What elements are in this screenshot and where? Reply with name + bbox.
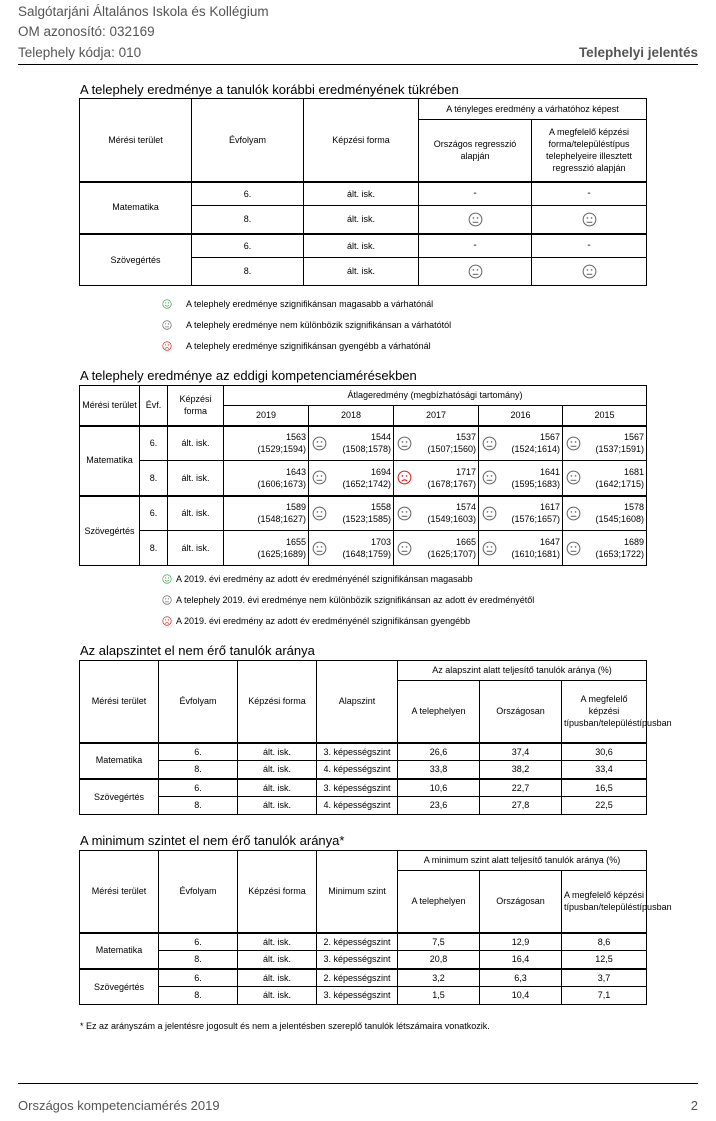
col-header-national: Országos regresszió alapján [419,120,532,182]
score-range: (1529;1594) [257,444,306,455]
score-range: (1576;1657) [511,514,560,525]
col-group-header: A minimum szint alatt teljesítő tanulók aránya (%) [398,851,647,871]
table-row [80,933,647,951]
score-cell-content [224,431,308,455]
row-grade: 8. [140,531,168,566]
score-mean: 1641 [539,466,560,477]
col-header-level: Minimum szint [317,851,398,933]
score-cell [394,496,479,531]
score-cell [224,496,309,531]
footer-title: Országos kompetenciamérés 2019 [18,1098,220,1113]
type-value: 12,5 [562,951,647,969]
score-cell-content [479,466,562,490]
site-value: 33,8 [398,761,480,779]
row-grade: 6. [140,426,168,461]
row-grade: 8. [159,761,238,779]
basic-level-table [79,660,672,815]
col-group-header: Az alapszint alatt teljesítő tanulók aránya (%) [398,661,647,681]
neutral-face-icon [397,541,412,556]
neutral-face-icon [312,541,327,556]
score-mean: 1681 [623,466,645,477]
site-value: 10,6 [398,779,480,797]
national-value: 22,7 [480,779,562,797]
legend2-lower [162,616,470,626]
neutral-face-icon [468,264,483,279]
national-value: 27,8 [480,797,562,815]
year-header: 2019 [224,406,309,426]
score-values [412,536,476,560]
national-value: 16,4 [480,951,562,969]
row-grade: 6. [159,779,238,797]
score-values [227,466,306,490]
score-cell [394,461,479,496]
type-value: 30,6 [562,743,647,761]
national-value: 38,2 [480,761,562,779]
score-range: (1537;1591) [595,444,645,455]
year-header: 2017 [394,406,479,426]
score-mean: 1567 [539,432,560,443]
legend2-same-text: A telephely 2019. évi eredménye nem különbözik szignifikánsan az adott év eredményétől [176,595,535,605]
col-header-type: A megfelelő képzési típusban/településtípusban [562,871,647,933]
score-mean: 1574 [455,502,476,513]
neutral-face-icon [162,595,172,605]
score-cell-content [563,466,646,490]
footer-divider [18,1083,698,1084]
row-grade: 8. [192,206,304,234]
national-value: 37,4 [480,743,562,761]
score-range: (1653;1722) [595,549,645,559]
score-range: (1625;1689) [257,549,306,559]
score-values [581,466,644,490]
score-range: (1524;1614) [511,444,560,455]
row-grade: 6. [159,933,238,951]
neutral-face-icon [582,264,597,279]
type-value: 7,1 [562,987,647,1005]
sad-face-icon [397,470,412,485]
type-value: 22,5 [562,797,647,815]
score-mean: 1717 [455,466,476,477]
sad-face-icon [162,341,172,351]
legend-same [162,320,451,330]
row-area: Matematika [80,182,192,234]
score-cell-content [479,431,562,455]
col-header-form: Képzési forma [304,99,419,182]
year-header: 2015 [563,406,647,426]
score-cell-content [479,536,562,560]
score-cell [479,426,563,461]
col-header-form: Képzési forma [168,386,224,426]
score-mean: 1665 [455,536,476,547]
neutral-face-icon [468,212,483,227]
col-header-form: Képzési forma [238,661,317,743]
year-header: 2018 [309,406,394,426]
score-range: (1678;1767) [427,478,476,489]
row-area: Szövegértés [80,234,192,286]
score-values [497,501,560,525]
score-cell-content [563,536,646,560]
score-values [412,431,476,455]
score-range: (1549;1603) [427,514,476,525]
row-form: ált. isk. [304,206,419,234]
col-group-header: Átlageredmény (megbízhatósági tartomány) [224,386,647,406]
legend-lower [162,341,431,351]
neutral-face-icon [312,436,327,451]
row-form: ált. isk. [238,987,317,1005]
legend2-higher-text: A 2019. évi eredmény az adott év eredményénél szignifikánsan magasabb [176,574,473,584]
col-header-area: Mérési terület [80,661,159,743]
score-mean: 1544 [370,432,391,443]
score-cell-content [224,466,308,490]
national-result [419,206,532,234]
score-cell-content [479,501,562,525]
col-header-grade: Évfolyam [159,851,238,933]
report-type: Telephelyi jelentés [578,45,698,60]
score-mean: 1563 [285,432,306,443]
neutral-face-icon [162,320,172,330]
score-range: (1652;1742) [342,478,391,489]
col-header-grade: Évfolyam [159,661,238,743]
table-row [80,987,647,1005]
score-values [227,431,306,455]
score-cell-content [309,536,393,560]
neutral-face-icon [566,506,581,521]
site-value: 26,6 [398,743,480,761]
score-cell [563,461,647,496]
score-cell-content [563,431,646,455]
score-mean: 1655 [285,536,306,547]
table-row [80,743,647,761]
legend-lower-text: A telephely eredménye szignifikánsan gyengébb a várhatónál [186,341,431,351]
col-header-area: Mérési terület [80,99,192,182]
score-values [327,431,391,455]
row-grade: 8. [159,951,238,969]
row-form: ált. isk. [238,969,317,987]
score-mean: 1589 [285,502,306,513]
table-row [80,761,647,779]
legend-same-text: A telephely eredménye nem különbözik szignifikánsan a várhatótól [186,320,452,330]
score-mean: 1703 [370,536,391,547]
col-header-level: Alapszint [317,661,398,743]
score-mean: 1689 [623,536,645,547]
score-cell-content [563,501,646,525]
row-form: ált. isk. [238,779,317,797]
score-cell-content [394,431,478,455]
type-result [532,258,647,286]
row-form: ált. isk. [238,933,317,951]
col-header-grade: Évf. [140,386,168,426]
row-level: 2. képességszint [317,933,398,951]
neutral-face-icon [312,506,327,521]
site-value: 1,5 [398,987,480,1005]
score-values [412,501,476,525]
row-level: 3. képességszint [317,987,398,1005]
neutral-face-icon [566,541,581,556]
row-form: ált. isk. [304,258,419,286]
header-divider [18,64,698,65]
school-name: Salgótarjáni Általános Iskola és Kollégium [18,4,269,19]
score-mean: 1647 [539,536,560,547]
score-cell [563,496,647,531]
score-cell [309,461,394,496]
col-header-national: Országosan [480,681,562,743]
row-form: ált. isk. [168,426,224,461]
score-range: (1610;1681) [511,549,560,559]
row-grade: 6. [159,743,238,761]
neutral-face-icon [312,470,327,485]
row-grade: 6. [192,234,304,258]
page-number: 2 [690,1098,698,1113]
score-cell-content [394,501,478,525]
happy-face-icon [162,574,172,584]
score-cell [479,461,563,496]
score-mean: 1578 [623,502,645,513]
col-header-form: Képzési forma [238,851,317,933]
score-values [581,536,644,560]
score-cell [394,426,479,461]
year-header: 2016 [479,406,563,426]
row-grade: 8. [140,461,168,496]
neutral-face-icon [482,470,497,485]
footnote: * Ez az arányszám a jelentésre jogosult és nem a jelentésben szereplő tanulók létszámaira vonatkozik. [80,1021,490,1031]
national-result [419,258,532,286]
neutral-face-icon [397,436,412,451]
score-mean: 1537 [455,432,476,443]
row-form: ált. isk. [168,531,224,566]
site-value: 20,8 [398,951,480,969]
happy-face-icon [162,299,172,309]
row-level: 4. képességszint [317,761,398,779]
table-row [80,779,647,797]
national-value: 6,3 [480,969,562,987]
table-row [80,951,647,969]
score-range: (1545;1608) [595,514,645,525]
row-area: Matematika [80,743,159,779]
score-range: (1648;1759) [342,549,391,559]
score-cell-content [394,536,478,560]
row-level: 4. képességszint [317,797,398,815]
type-result [532,206,647,234]
row-grade: 6. [192,182,304,206]
score-range: (1642;1715) [595,478,645,489]
table4-title: A minimum szintet el nem érő tanulók aránya* [80,833,345,848]
row-grade: 8. [192,258,304,286]
row-level: 2. képességszint [317,969,398,987]
neutral-face-icon [482,506,497,521]
row-form: ált. isk. [238,761,317,779]
score-cell-content [309,501,393,525]
table-row [80,531,647,566]
row-area: Szövegértés [80,779,159,815]
sad-face-icon [162,616,172,626]
table-row [80,461,647,496]
score-cell [224,531,309,566]
score-mean: 1643 [285,466,306,477]
legend2-lower-text: A 2019. évi eredmény az adott év eredményénél szignifikánsan gyengébb [176,616,471,626]
neutral-face-icon [566,470,581,485]
national-value: 10,4 [480,987,562,1005]
score-cell [309,496,394,531]
row-grade: 6. [140,496,168,531]
score-cell-content [309,431,393,455]
neutral-face-icon [482,541,497,556]
score-range: (1595;1683) [511,478,560,489]
legend2-higher [162,574,473,584]
site-value: 7,5 [398,933,480,951]
type-result: - [532,182,647,206]
score-cell [563,531,647,566]
site-code: Telephely kódja: 010 [18,45,142,60]
row-area: Matematika [80,426,140,496]
neutral-face-icon [482,436,497,451]
score-range: (1507;1560) [427,444,476,455]
history-table [79,385,647,566]
score-cell-content [394,466,478,490]
score-cell [309,426,394,461]
row-area: Matematika [80,933,159,969]
row-area: Szövegértés [80,969,159,1005]
row-grade: 6. [159,969,238,987]
expected-result-table [79,98,647,286]
score-range: (1508;1578) [342,444,391,455]
row-form: ált. isk. [238,743,317,761]
row-form: ált. isk. [238,951,317,969]
table-row [80,969,647,987]
col-group-header: A tényleges eredmény a várhatóhoz képest [419,99,647,120]
score-values [327,536,391,560]
col-header-national: Országosan [480,871,562,933]
score-values [327,501,391,525]
col-header-grade: Évfolyam [192,99,304,182]
row-area: Szövegértés [80,496,140,566]
score-values [581,501,644,525]
national-result: - [419,182,532,206]
score-values [497,431,560,455]
row-form: ált. isk. [238,797,317,815]
row-grade: 8. [159,987,238,1005]
score-cell [224,461,309,496]
row-level: 3. képességszint [317,951,398,969]
score-mean: 1567 [623,432,645,443]
table3-title: Az alapszintet el nem érő tanulók aránya [80,643,315,658]
table-row [80,797,647,815]
score-cell-content [224,536,308,560]
score-range: (1606;1673) [257,478,306,489]
legend-higher-text: A telephely eredménye szignifikánsan magasabb a várhatónál [186,299,434,309]
score-cell [563,426,647,461]
score-values [581,431,644,455]
type-value: 16,5 [562,779,647,797]
table2-title: A telephely eredménye az eddigi kompetenciamérésekben [80,368,417,383]
national-value: 12,9 [480,933,562,951]
type-value: 3,7 [562,969,647,987]
row-form: ált. isk. [168,496,224,531]
site-value: 23,6 [398,797,480,815]
score-values [227,536,306,560]
neutral-face-icon [566,436,581,451]
site-value: 3,2 [398,969,480,987]
minimum-level-table [79,850,672,1005]
col-header-site: A telephelyen [398,871,480,933]
table-row [80,496,647,531]
score-range: (1625;1707) [427,549,476,559]
row-grade: 8. [159,797,238,815]
om-id: OM azonosító: 032169 [18,24,155,39]
col-header-site: A telephelyen [398,681,480,743]
score-range: (1523;1585) [342,514,391,525]
score-values [327,466,391,490]
row-form: ált. isk. [304,234,419,258]
legend2-same [162,595,534,605]
score-mean: 1558 [370,502,391,513]
col-header-area: Mérési terület [80,851,159,933]
table1-title: A telephely eredménye a tanulók korábbi eredményének tükrében [80,82,459,97]
row-level: 3. képességszint [317,743,398,761]
score-cell [309,531,394,566]
col-header-type: A megfelelő képzési forma/településtípus telephelyeire illesztett regresszió alapján [532,120,647,182]
type-value: 8,6 [562,933,647,951]
score-cell-content [309,466,393,490]
col-header-area: Mérési terület [80,386,140,426]
col-header-type: A megfelelő képzési típusban/településtípusban [562,681,647,743]
score-cell [224,426,309,461]
type-value: 33,4 [562,761,647,779]
score-values [497,466,560,490]
score-cell [479,531,563,566]
type-result: - [532,234,647,258]
neutral-face-icon [582,212,597,227]
neutral-face-icon [397,506,412,521]
legend-higher [162,299,433,309]
row-form: ált. isk. [304,182,419,206]
score-mean: 1617 [539,502,560,513]
row-form: ált. isk. [168,461,224,496]
score-cell-content [224,501,308,525]
score-values [497,536,560,560]
score-values [227,501,306,525]
score-values [412,466,476,490]
score-mean: 1694 [370,466,391,477]
score-range: (1548;1627) [257,514,306,525]
row-level: 3. képességszint [317,779,398,797]
table-row [80,426,647,461]
score-cell [479,496,563,531]
score-cell [394,531,479,566]
national-result: - [419,234,532,258]
